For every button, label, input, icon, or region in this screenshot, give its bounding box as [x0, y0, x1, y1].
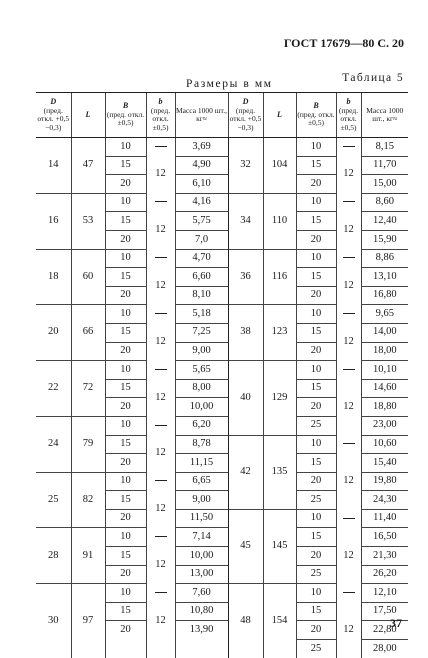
page-number: 37 — [390, 616, 402, 630]
cell-D: 32 — [228, 138, 263, 194]
dash-mark — [343, 592, 355, 593]
cell-B: 20 — [105, 230, 146, 249]
header-D: D (пред. откл. +0,5 −0,3) — [36, 93, 71, 138]
table-label: Таблица 5 — [342, 72, 404, 84]
cell-L: 123 — [263, 305, 296, 361]
cell-B: 10 — [296, 193, 336, 212]
cell-mass: 3,69 — [175, 138, 228, 157]
cell-B: 10 — [296, 435, 336, 454]
cell-mass: 7,25 — [175, 323, 228, 342]
cell-dash — [146, 193, 175, 212]
cell-B: 15 — [296, 268, 336, 287]
dimension-table — [36, 92, 408, 658]
cell-D: 42 — [228, 435, 263, 509]
cell-D: 30 — [36, 584, 71, 658]
cell-B: 15 — [105, 212, 146, 231]
cell-mass: 4,70 — [175, 249, 228, 268]
cell-mass: 10,60 — [361, 435, 408, 454]
dash-mark — [155, 592, 167, 593]
cell-b: 12 — [146, 323, 175, 360]
cell-D: 40 — [228, 361, 263, 435]
cell-mass: 7,14 — [175, 528, 228, 547]
cell-B: 10 — [105, 193, 146, 212]
cell-D: 25 — [36, 472, 71, 528]
cell-mass: 11,15 — [175, 454, 228, 473]
cell-B: 20 — [296, 175, 336, 194]
header-L-right: L — [263, 93, 296, 138]
cell-B: 10 — [296, 509, 336, 528]
cell-b: 12 — [336, 268, 361, 305]
cell-dash — [146, 528, 175, 547]
cell-dash — [336, 435, 361, 454]
dash-mark — [155, 536, 167, 537]
cell-mass: 7,0 — [175, 230, 228, 249]
cell-mass: 5,18 — [175, 305, 228, 324]
cell-B: 10 — [105, 305, 146, 324]
cell-mass: 8,00 — [175, 379, 228, 398]
header-b: b (пред. откл. ±0,5) — [146, 93, 175, 138]
cell-B: 20 — [296, 398, 336, 417]
sizes-caption: Размеры в мм — [186, 78, 273, 90]
cell-B: 10 — [105, 472, 146, 491]
cell-dash — [336, 509, 361, 528]
cell-L: 97 — [71, 584, 105, 658]
cell-D: 45 — [228, 509, 263, 583]
cell-D: 16 — [36, 193, 71, 249]
cell-L: 145 — [263, 509, 296, 583]
cell-L: 60 — [71, 249, 105, 305]
cell-mass: 10,00 — [175, 398, 228, 417]
cell-mass: 15,00 — [361, 175, 408, 194]
dash-mark — [155, 369, 167, 370]
cell-b: 12 — [336, 156, 361, 193]
cell-mass: 8,15 — [361, 138, 408, 157]
cell-B: 20 — [105, 621, 146, 640]
dash-mark — [343, 518, 355, 519]
cell-L: 47 — [71, 138, 105, 194]
cell-B: 15 — [296, 323, 336, 342]
cell-mass: 15,90 — [361, 230, 408, 249]
cell-mass: 7,60 — [175, 584, 228, 603]
cell-B: 15 — [105, 268, 146, 287]
cell-D: 20 — [36, 305, 71, 361]
cell-mass: 6,65 — [175, 472, 228, 491]
cell-mass: 5,75 — [175, 212, 228, 231]
table-row — [36, 193, 408, 212]
cell-B: 25 — [296, 491, 336, 510]
cell-b: 12 — [336, 602, 361, 657]
cell-mass: 14,00 — [361, 323, 408, 342]
cell-b: 12 — [336, 528, 361, 584]
cell-mass: 19,80 — [361, 472, 408, 491]
header-D-right: D (пред. откл. +0,5 −0,3) — [228, 93, 263, 138]
cell-B: 15 — [105, 547, 146, 566]
table-row — [36, 584, 408, 603]
cell-L: 82 — [71, 472, 105, 528]
cell-mass: 13,90 — [175, 621, 228, 640]
cell-B: 25 — [296, 640, 336, 658]
cell-B: 15 — [296, 379, 336, 398]
cell-dash — [336, 361, 361, 380]
cell-B: 20 — [105, 342, 146, 361]
header-L: L — [71, 93, 105, 138]
cell-B: 10 — [296, 305, 336, 324]
cell-B: 20 — [296, 230, 336, 249]
cell-mass: 9,00 — [175, 342, 228, 361]
cell-mass: 17,50 — [361, 602, 408, 621]
cell-b: 12 — [336, 212, 361, 249]
cell-mass: 22,80 — [361, 621, 408, 640]
header-b-right: b (пред. откл. ±0,5) — [336, 93, 361, 138]
cell-B: 15 — [105, 491, 146, 510]
cell-D: 24 — [36, 416, 71, 472]
cell-b: 12 — [146, 268, 175, 305]
cell-L: 53 — [71, 193, 105, 249]
cell-L: 154 — [263, 584, 296, 658]
cell-L: 66 — [71, 305, 105, 361]
cell-D: 48 — [228, 584, 263, 658]
cell-dash — [336, 305, 361, 324]
cell-mass: 6,20 — [175, 416, 228, 435]
cell-B: 10 — [105, 249, 146, 268]
cell-mass: 18,80 — [361, 398, 408, 417]
cell-mass: 5,65 — [175, 361, 228, 380]
cell-B: 20 — [296, 286, 336, 305]
standard-designation: ГОСТ 17679—80 С. 20 — [283, 36, 404, 50]
cell-mass: 15,40 — [361, 454, 408, 473]
cell-mass: 24,30 — [361, 491, 408, 510]
cell-dash — [146, 472, 175, 491]
cell-mass: 9,65 — [361, 305, 408, 324]
cell-D: 36 — [228, 249, 263, 305]
cell-B: 20 — [105, 286, 146, 305]
dash-mark — [343, 257, 355, 258]
cell-mass: 8,86 — [361, 249, 408, 268]
cell-B: 10 — [296, 249, 336, 268]
cell-B: 10 — [296, 584, 336, 603]
dash-mark — [155, 201, 167, 202]
cell-D: 18 — [36, 249, 71, 305]
cell-B: 15 — [105, 323, 146, 342]
cell-b: 12 — [336, 454, 361, 510]
cell-dash — [336, 249, 361, 268]
cell-L: 129 — [263, 361, 296, 435]
cell-mass: 26,20 — [361, 565, 408, 584]
dash-mark — [155, 480, 167, 481]
cell-B: 15 — [296, 156, 336, 175]
cell-b: 12 — [146, 156, 175, 193]
cell-dash — [146, 138, 175, 157]
cell-mass: 4,16 — [175, 193, 228, 212]
dash-mark — [343, 369, 355, 370]
cell-B: 10 — [105, 584, 146, 603]
cell-mass: 11,40 — [361, 509, 408, 528]
cell-B: 15 — [296, 212, 336, 231]
cell-b: 12 — [146, 379, 175, 416]
cell-b: 12 — [146, 212, 175, 249]
cell-b: 12 — [146, 491, 175, 528]
cell-B: 10 — [105, 138, 146, 157]
cell-B: 20 — [296, 342, 336, 361]
cell-b: 12 — [146, 435, 175, 472]
cell-mass: 8,60 — [361, 193, 408, 212]
dash-mark — [343, 146, 355, 147]
cell-B: 15 — [296, 454, 336, 473]
cell-dash — [336, 584, 361, 603]
cell-B: 10 — [105, 361, 146, 380]
dash-mark — [155, 425, 167, 426]
cell-B: 25 — [296, 565, 336, 584]
cell-mass: 11,70 — [361, 156, 408, 175]
cell-L: 110 — [263, 193, 296, 249]
table-header-row — [36, 93, 408, 138]
cell-dash — [146, 249, 175, 268]
cell-mass: 16,80 — [361, 286, 408, 305]
cell-D: 14 — [36, 138, 71, 194]
cell-B: 20 — [105, 398, 146, 417]
dash-mark — [155, 146, 167, 147]
cell-blank — [146, 640, 175, 658]
cell-B: 20 — [296, 621, 336, 640]
cell-mass: 16,50 — [361, 528, 408, 547]
cell-L: 104 — [263, 138, 296, 194]
dash-mark — [343, 313, 355, 314]
cell-mass: 23,00 — [361, 416, 408, 435]
cell-B: 15 — [296, 528, 336, 547]
cell-mass: 11,50 — [175, 509, 228, 528]
header-mass-right: Масса 1000 шт., кг≈ — [361, 93, 408, 138]
cell-dash — [146, 584, 175, 603]
dash-mark — [343, 201, 355, 202]
cell-B: 10 — [296, 361, 336, 380]
cell-mass: 12,10 — [361, 584, 408, 603]
header-B: B (пред. откл. ±0,5) — [105, 93, 146, 138]
cell-B: 20 — [105, 509, 146, 528]
cell-mass: 14,60 — [361, 379, 408, 398]
cell-L: 72 — [71, 361, 105, 417]
cell-dash — [146, 361, 175, 380]
cell-B: 20 — [296, 472, 336, 491]
cell-mass: 6,60 — [175, 268, 228, 287]
cell-B: 20 — [105, 565, 146, 584]
cell-mass: 13,00 — [175, 565, 228, 584]
cell-mass: 8,10 — [175, 286, 228, 305]
cell-mass: 21,30 — [361, 547, 408, 566]
cell-mass: 10,80 — [175, 602, 228, 621]
cell-mass: 10,00 — [175, 547, 228, 566]
cell-mass: 9,00 — [175, 491, 228, 510]
header-mass: Масса 1000 шт., кг≈ — [175, 93, 228, 138]
dash-mark — [155, 313, 167, 314]
cell-b: 12 — [146, 547, 175, 584]
cell-B: 15 — [105, 602, 146, 621]
table-row — [36, 249, 408, 268]
table-row — [36, 305, 408, 324]
cell-blank — [175, 640, 228, 658]
cell-B: 25 — [296, 416, 336, 435]
cell-mass: 8,78 — [175, 435, 228, 454]
cell-B: 15 — [296, 602, 336, 621]
cell-D: 38 — [228, 305, 263, 361]
cell-dash — [146, 305, 175, 324]
cell-D: 28 — [36, 528, 71, 584]
cell-mass: 10,10 — [361, 361, 408, 380]
cell-dash — [336, 193, 361, 212]
table-row — [36, 528, 408, 547]
cell-mass: 4,90 — [175, 156, 228, 175]
cell-B: 15 — [105, 435, 146, 454]
cell-mass: 6,10 — [175, 175, 228, 194]
cell-mass: 28,00 — [361, 640, 408, 658]
cell-L: 79 — [71, 416, 105, 472]
cell-B: 15 — [105, 379, 146, 398]
dash-mark — [343, 443, 355, 444]
table-row — [36, 138, 408, 157]
cell-L: 91 — [71, 528, 105, 584]
cell-dash — [146, 416, 175, 435]
header-B-right: B (пред. откл. ±0,5) — [296, 93, 336, 138]
cell-B: 20 — [105, 175, 146, 194]
cell-mass: 18,00 — [361, 342, 408, 361]
cell-B: 10 — [296, 138, 336, 157]
cell-D: 34 — [228, 193, 263, 249]
cell-b: 12 — [336, 379, 361, 435]
cell-dash — [336, 138, 361, 157]
cell-B: 20 — [296, 547, 336, 566]
cell-D: 22 — [36, 361, 71, 417]
dash-mark — [155, 257, 167, 258]
cell-blank — [105, 640, 146, 658]
cell-b: 12 — [336, 323, 361, 360]
cell-b: 12 — [146, 602, 175, 639]
cell-B: 10 — [105, 416, 146, 435]
cell-L: 135 — [263, 435, 296, 509]
cell-B: 20 — [105, 454, 146, 473]
cell-mass: 12,40 — [361, 212, 408, 231]
cell-B: 10 — [105, 528, 146, 547]
table-row — [36, 361, 408, 380]
cell-B: 15 — [105, 156, 146, 175]
cell-L: 116 — [263, 249, 296, 305]
cell-mass: 13,10 — [361, 268, 408, 287]
